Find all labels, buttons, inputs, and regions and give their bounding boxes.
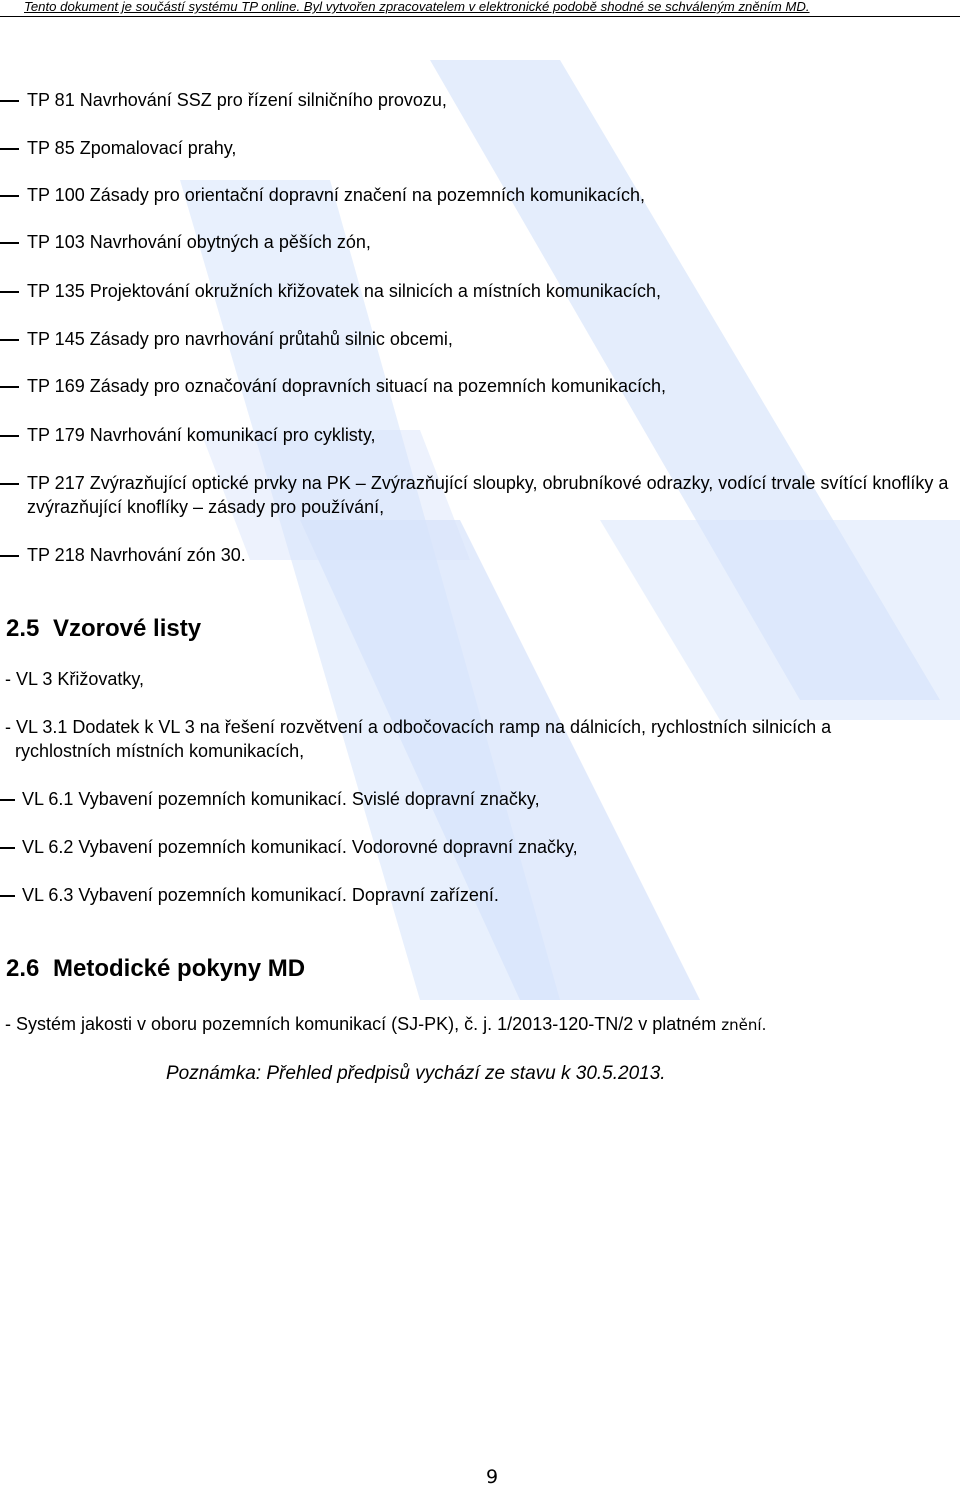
section-heading-2-6 [6, 955, 305, 983]
section-number: 2.5 [6, 615, 40, 642]
dash-bullet [0, 847, 15, 849]
dash-bullet [0, 435, 19, 437]
list-item-text: VL 6.3 Vybavení pozemních komunikací. Dopravní zařízení. [22, 885, 499, 905]
note: Poznámka: Přehled předpisů vychází ze stavu k 30.5.2013. [166, 1063, 666, 1084]
dash-bullet [0, 291, 19, 293]
list-item-text: TP 169 Zásady pro označování dopravních situací na pozemních komunikacích, [27, 376, 667, 396]
list-item-text: TP 179 Navrhování komunikací pro cyklisty, [27, 425, 376, 445]
vl-item: - VL 3 Křižovatky, [5, 669, 145, 689]
list-item-text: TP 81 Navrhování SSZ pro řízení silničního provozu, [27, 90, 447, 110]
mp-item-text: - Systém jakosti v oboru pozemních komunikací (SJ-PK), č. j. 1/2013-120-TN/2 v platném [5, 1014, 717, 1034]
dash-bullet [0, 195, 19, 197]
dash-bullet [0, 100, 19, 102]
dash-bullet [0, 242, 19, 244]
section-title: Metodické pokyny MD [53, 955, 306, 982]
section-number: 2.6 [6, 955, 40, 982]
dash-bullet [0, 555, 19, 557]
list-item-text: TP 145 Zásady pro navrhování průtahů silnic obcemi, [27, 329, 453, 349]
mp-item [5, 1012, 766, 1037]
dash-bullet [0, 148, 19, 150]
dash-bullet [0, 483, 19, 485]
list-item-text: TP 135 Projektování okružních křižovatek na silnicích a místních komunikacích, [27, 281, 661, 301]
section-title: Vzorové listy [53, 615, 202, 642]
list-item-text: TP 100 Zásady pro orientační dopravní značení na pozemních komunikacích, [27, 185, 646, 205]
list-item-text: TP 85 Zpomalovací prahy, [27, 138, 237, 158]
list-item-text: TP 218 Navrhování zón 30. [27, 545, 246, 565]
dash-bullet [0, 339, 19, 341]
list-item-text: TP 103 Navrhování obytných a pěších zón, [27, 232, 371, 252]
document-header: Tento dokument je součástí systému TP online. Byl vytvořen zpracovatelem v elektronické podobě shodné se schváleným zněním MD. [0, 0, 960, 17]
dash-bullet [0, 386, 19, 388]
list-item-text: TP 217 Zvýrazňující optické prvky na PK – Zvýrazňující sloupky, obrubníkové odrazky, vodící trvale svítící knoflíky a zvýrazňující knoflíky – zásady pro používání, [27, 473, 949, 517]
page-number: 9 [486, 1466, 499, 1488]
list-item-text: VL 6.2 Vybavení pozemních komunikací. Vodorovné dopravní značky, [22, 837, 578, 857]
section-heading-2-5 [6, 615, 201, 643]
list-item-text: VL 6.1 Vybavení pozemních komunikací. Svislé dopravní značky, [22, 789, 540, 809]
mp-item-tail: znění. [721, 1016, 767, 1034]
dash-bullet [0, 799, 15, 801]
vl-item: - VL 3.1 Dodatek k VL 3 na řešení rozvětvení a odbočovacích ramp na dálnicích, rychlostních silnicích a [5, 717, 832, 737]
vl-item-continuation: rychlostních místních komunikacích, [15, 741, 305, 761]
dash-bullet [0, 895, 15, 897]
